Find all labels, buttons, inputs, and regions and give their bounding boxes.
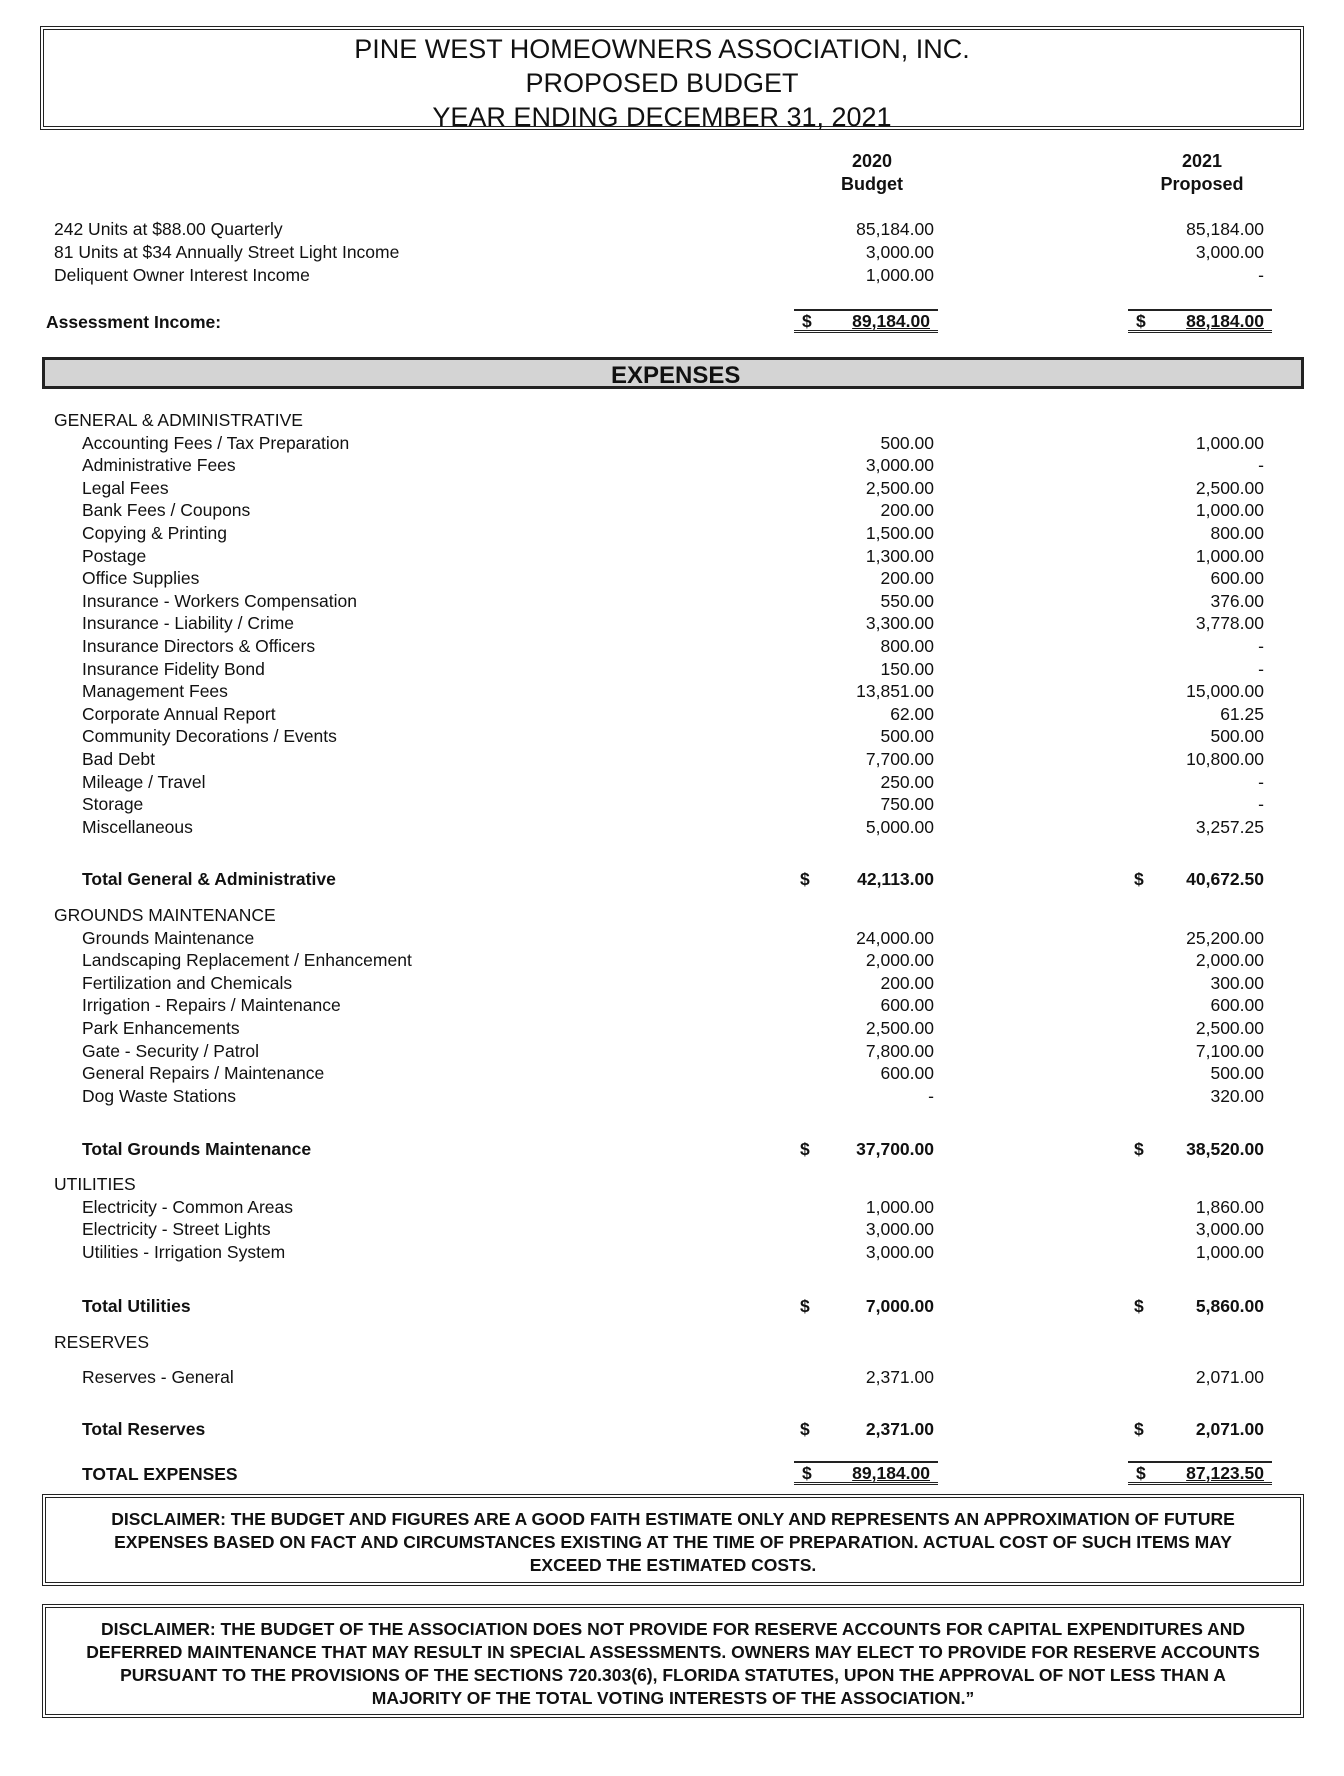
- value-2020: 3,300.00: [865, 613, 934, 634]
- disclaimer-line: DEFERRED MAINTENANCE THAT MAY RESULT IN SPECIAL ASSESSMENTS. OWNERS MAY ELECT TO PROVIDE FOR RESERVE ACCOUNTS: [86, 1642, 1260, 1662]
- line-item-label: Bank Fees / Coupons: [82, 500, 251, 521]
- section-heading-row: [0, 904, 1344, 926]
- line-item-label: Mileage / Travel: [82, 771, 206, 792]
- value-2020: 1,000.00: [865, 265, 934, 285]
- line-item-label: Management Fees: [82, 681, 228, 702]
- section-heading: RESERVES: [54, 1332, 149, 1352]
- line-item-label: Legal Fees: [82, 477, 169, 498]
- section-total-2020: 7,000.00: [865, 1296, 934, 1316]
- value-2021: -: [1258, 455, 1264, 476]
- section-total-2020: 42,113.00: [857, 869, 934, 889]
- value-2020: 550.00: [880, 590, 934, 611]
- value-2021: 10,800.00: [1186, 749, 1264, 769]
- value-2021: 600.00: [1210, 568, 1264, 589]
- line-item-label: 242 Units at $88.00 Quarterly: [54, 219, 283, 239]
- line-item-label: Corporate Annual Report: [82, 703, 276, 724]
- income-row: [0, 218, 1344, 240]
- line-item-row: [0, 1040, 1344, 1062]
- disclaimer-line: DISCLAIMER: THE BUDGET OF THE ASSOCIATION DOES NOT PROVIDE FOR RESERVE ACCOUNTS FOR CAPITAL EXPENDITURES AND: [100, 1619, 1246, 1639]
- value-2020: 3,000.00: [865, 1219, 934, 1240]
- section-heading: UTILITIES: [54, 1174, 136, 1194]
- value-2021: 376.00: [1210, 590, 1264, 611]
- line-item-row: [0, 816, 1344, 838]
- value-2020: 7,800.00: [865, 1040, 934, 1061]
- line-item-row: [0, 1366, 1344, 1388]
- value-2021: 61.25: [1220, 703, 1264, 724]
- value-2021: -: [1258, 771, 1264, 792]
- value-2021: 500.00: [1210, 1063, 1264, 1084]
- disclaimer-estimate: [42, 1494, 1304, 1586]
- section-total-row: [0, 868, 1344, 890]
- line-item-label: Administrative Fees: [82, 455, 236, 476]
- value-2021: 25,200.00: [1186, 927, 1264, 948]
- value-2020: 250.00: [880, 771, 934, 792]
- disclaimer-line: MAJORITY OF THE TOTAL VOTING INTERESTS OF THE ASSOCIATION.”: [371, 1688, 975, 1708]
- line-item-label: Storage: [82, 794, 144, 815]
- value-2021: -: [1258, 265, 1264, 285]
- section-total-row: [0, 1418, 1344, 1440]
- title-box: [40, 26, 1304, 130]
- value-2020: 62.00: [890, 703, 934, 724]
- line-item-row: [0, 1218, 1344, 1240]
- line-item-row: [0, 927, 1344, 949]
- total-expenses-value-2021: 87,123.50: [1186, 1463, 1264, 1483]
- value-2020: 750.00: [880, 794, 934, 815]
- section-heading: GROUNDS MAINTENANCE: [54, 905, 276, 925]
- line-item-row: [0, 994, 1344, 1016]
- value-2020: 600.00: [880, 995, 934, 1016]
- dollar-sign: $: [802, 1463, 812, 1483]
- disclaimer-line: PURSUANT TO THE PROVISIONS OF THE SECTIONS 720.303(6), FLORIDA STATUTES, UPON THE APPROVAL OF NOT LESS THAN A: [120, 1665, 1226, 1685]
- value-2021: 2,000.00: [1195, 950, 1264, 971]
- line-item-row: [0, 612, 1344, 634]
- line-item-row: [0, 499, 1344, 521]
- line-item-label: Electricity - Common Areas: [82, 1196, 294, 1217]
- section-total-2020: 2,371.00: [865, 1419, 934, 1439]
- section-total-row: [0, 1295, 1344, 1317]
- section-total-2021: 5,860.00: [1195, 1296, 1264, 1316]
- fiscal-year: YEAR ENDING DECEMBER 31, 2021: [432, 102, 892, 132]
- section-total-label: Total Utilities: [82, 1296, 191, 1316]
- line-item-label: Insurance - Liability / Crime: [82, 613, 295, 634]
- value-2021: 1,860.00: [1195, 1196, 1264, 1217]
- line-item-row: [0, 545, 1344, 567]
- line-item-label: Bad Debt: [82, 749, 155, 769]
- line-item-row: [0, 680, 1344, 702]
- line-item-row: [0, 590, 1344, 612]
- value-2020: 600.00: [880, 1063, 934, 1084]
- line-item-label: Accounting Fees / Tax Preparation: [82, 432, 350, 453]
- line-item-row: [0, 454, 1344, 476]
- value-2021: 3,257.25: [1195, 816, 1264, 837]
- line-item-label: Community Decorations / Events: [82, 726, 337, 747]
- value-2021: 1,000.00: [1195, 1241, 1264, 1262]
- value-2021: 2,071.00: [1195, 1367, 1264, 1387]
- value-2021: 1,000.00: [1195, 545, 1264, 566]
- value-2020: 5,000.00: [865, 816, 934, 837]
- total-expenses-2020: [794, 1461, 938, 1485]
- expenses-title: EXPENSES: [611, 362, 741, 389]
- column-label-2021: Proposed: [1160, 174, 1244, 194]
- value-2021: -: [1258, 636, 1264, 656]
- section-heading-row: [0, 1331, 1344, 1353]
- column-label-2020: Budget: [841, 174, 903, 194]
- dollar-sign: $: [800, 1419, 810, 1439]
- section-total-label: Total Reserves: [82, 1419, 206, 1439]
- line-item-row: [0, 1085, 1344, 1107]
- value-2021: 3,778.00: [1195, 613, 1264, 634]
- value-2021: 500.00: [1210, 726, 1264, 747]
- total-value-2020: 89,184.00: [852, 311, 930, 331]
- dollar-sign: $: [800, 869, 810, 889]
- value-2020: 3,000.00: [865, 1241, 934, 1262]
- dollar-sign: $: [800, 1139, 810, 1159]
- section-heading: GENERAL & ADMINISTRATIVE: [54, 410, 303, 430]
- line-item-row: [0, 477, 1344, 499]
- value-2020: 200.00: [880, 500, 934, 521]
- value-2020: 200.00: [880, 568, 934, 589]
- line-item-row: [0, 1196, 1344, 1218]
- income-row: [0, 264, 1344, 286]
- assessment-income-label: Assessment Income:: [46, 312, 222, 332]
- value-2020: 200.00: [880, 972, 934, 993]
- value-2020: 13,851.00: [856, 681, 934, 702]
- line-item-label: Landscaping Replacement / Enhancement: [82, 950, 412, 971]
- line-item-row: [0, 1017, 1344, 1039]
- value-2020: 3,000.00: [865, 455, 934, 476]
- value-2020: 2,500.00: [865, 477, 934, 498]
- line-item-label: 81 Units at $34 Annually Street Light Income: [54, 242, 400, 262]
- document-title: PROPOSED BUDGET: [525, 68, 799, 98]
- disclaimer-reserves: [42, 1604, 1304, 1718]
- section-total-label: Total General & Administrative: [82, 869, 336, 889]
- income-row: [0, 241, 1344, 263]
- line-item-label: General Repairs / Maintenance: [82, 1063, 325, 1084]
- disclaimer-line: EXPENSES BASED ON FACT AND CIRCUMSTANCES EXISTING AT THE TIME OF PREPARATION. ACTUAL COST OF SUCH ITEMS MAY: [114, 1532, 1232, 1552]
- value-2020: 7,700.00: [865, 749, 934, 769]
- line-item-row: [0, 567, 1344, 589]
- section-heading-row: [0, 409, 1344, 431]
- value-2021: 800.00: [1210, 523, 1264, 543]
- value-2021: 3,000.00: [1195, 242, 1264, 262]
- line-item-row: [0, 771, 1344, 793]
- value-2021: 85,184.00: [1186, 219, 1264, 239]
- column-year-2021: 2021: [1181, 151, 1223, 171]
- section-total-2021: 38,520.00: [1186, 1139, 1264, 1159]
- line-item-label: Grounds Maintenance: [82, 927, 255, 948]
- section-total-label: Total Grounds Maintenance: [82, 1139, 312, 1159]
- value-2021: 2,500.00: [1195, 477, 1264, 498]
- section-total-2021: 2,071.00: [1195, 1419, 1264, 1439]
- line-item-row: [0, 972, 1344, 994]
- dollar-sign: $: [1136, 1463, 1146, 1483]
- value-2021: 320.00: [1210, 1085, 1264, 1106]
- association-name: PINE WEST HOMEOWNERS ASSOCIATION, INC.: [354, 34, 970, 64]
- value-2021: 1,000.00: [1195, 500, 1264, 521]
- line-item-label: Utilities - Irrigation System: [82, 1241, 286, 1262]
- value-2021: 7,100.00: [1195, 1040, 1264, 1061]
- dollar-sign: $: [1136, 311, 1146, 331]
- value-2020: 1,300.00: [865, 545, 934, 566]
- value-2020: 500.00: [880, 726, 934, 747]
- value-2020: -: [928, 1085, 934, 1106]
- column-header-2020: [802, 150, 942, 196]
- dollar-sign: $: [800, 1296, 810, 1316]
- line-item-row: [0, 703, 1344, 725]
- value-2020: 1,000.00: [865, 1196, 934, 1217]
- line-item-row: [0, 522, 1344, 544]
- dollar-sign: $: [802, 311, 812, 331]
- dollar-sign: $: [1134, 1139, 1144, 1159]
- value-2020: 1,500.00: [865, 523, 934, 543]
- line-item-label: Irrigation - Repairs / Maintenance: [82, 995, 341, 1016]
- line-item-label: Deliquent Owner Interest Income: [54, 265, 310, 285]
- disclaimer-line: EXCEED THE ESTIMATED COSTS.: [529, 1555, 817, 1575]
- line-item-label: Reserves - General: [82, 1367, 234, 1387]
- value-2020: 150.00: [880, 658, 934, 679]
- line-item-row: [0, 949, 1344, 971]
- dollar-sign: $: [1134, 1419, 1144, 1439]
- column-year-2020: 2020: [851, 151, 893, 171]
- value-2020: 2,500.00: [865, 1018, 934, 1038]
- value-2021: 15,000.00: [1186, 681, 1264, 702]
- value-2020: 500.00: [880, 432, 934, 453]
- line-item-label: Postage: [82, 545, 147, 566]
- value-2021: 3,000.00: [1195, 1219, 1264, 1240]
- assessment-income-2020: [794, 309, 938, 333]
- section-heading-row: [0, 1173, 1344, 1195]
- line-item-label: Park Enhancements: [82, 1018, 240, 1038]
- line-item-row: [0, 725, 1344, 747]
- line-item-row: [0, 1241, 1344, 1263]
- line-item-label: Insurance Directors & Officers: [82, 636, 316, 656]
- total-expenses-label: TOTAL EXPENSES: [82, 1464, 238, 1484]
- column-header-2021: [1132, 150, 1272, 196]
- value-2021: 1,000.00: [1195, 432, 1264, 453]
- value-2021: -: [1258, 794, 1264, 815]
- value-2020: 2,371.00: [865, 1367, 934, 1387]
- line-item-row: [0, 793, 1344, 815]
- dollar-sign: $: [1134, 1296, 1144, 1316]
- value-2020: 24,000.00: [856, 927, 934, 948]
- disclaimer-line: DISCLAIMER: THE BUDGET AND FIGURES ARE A GOOD FAITH ESTIMATE ONLY AND REPRESENTS AN APPROXIMATION OF FUTURE: [111, 1509, 1235, 1529]
- line-item-row: [0, 635, 1344, 657]
- line-item-label: Fertilization and Chemicals: [82, 972, 293, 993]
- section-total-row: [0, 1138, 1344, 1160]
- line-item-label: Office Supplies: [82, 568, 200, 589]
- total-expenses-value-2020: 89,184.00: [852, 1463, 930, 1483]
- section-total-2021: 40,672.50: [1186, 869, 1264, 889]
- value-2020: 3,000.00: [865, 242, 934, 262]
- line-item-label: Miscellaneous: [82, 816, 193, 837]
- value-2021: 300.00: [1210, 972, 1264, 993]
- section-total-2020: 37,700.00: [856, 1139, 934, 1159]
- line-item-label: Insurance Fidelity Bond: [82, 658, 265, 679]
- value-2020: 85,184.00: [856, 219, 934, 239]
- line-item-label: Electricity - Street Lights: [82, 1219, 271, 1240]
- value-2021: -: [1258, 658, 1264, 679]
- total-expenses-2021: [1128, 1461, 1272, 1485]
- line-item-row: [0, 1062, 1344, 1084]
- line-item-label: Copying & Printing: [82, 523, 227, 543]
- total-value-2021: 88,184.00: [1186, 311, 1264, 331]
- expenses-header-bar: [42, 357, 1304, 389]
- value-2021: 600.00: [1210, 995, 1264, 1016]
- dollar-sign: $: [1134, 869, 1144, 889]
- line-item-label: Gate - Security / Patrol: [82, 1040, 260, 1061]
- assessment-income-2021: [1128, 309, 1272, 333]
- line-item-label: Dog Waste Stations: [82, 1085, 237, 1106]
- line-item-row: [0, 748, 1344, 770]
- line-item-row: [0, 432, 1344, 454]
- value-2020: 2,000.00: [865, 950, 934, 971]
- line-item-row: [0, 658, 1344, 680]
- value-2021: 2,500.00: [1195, 1018, 1264, 1038]
- value-2020: 800.00: [880, 636, 934, 656]
- line-item-label: Insurance - Workers Compensation: [82, 590, 357, 611]
